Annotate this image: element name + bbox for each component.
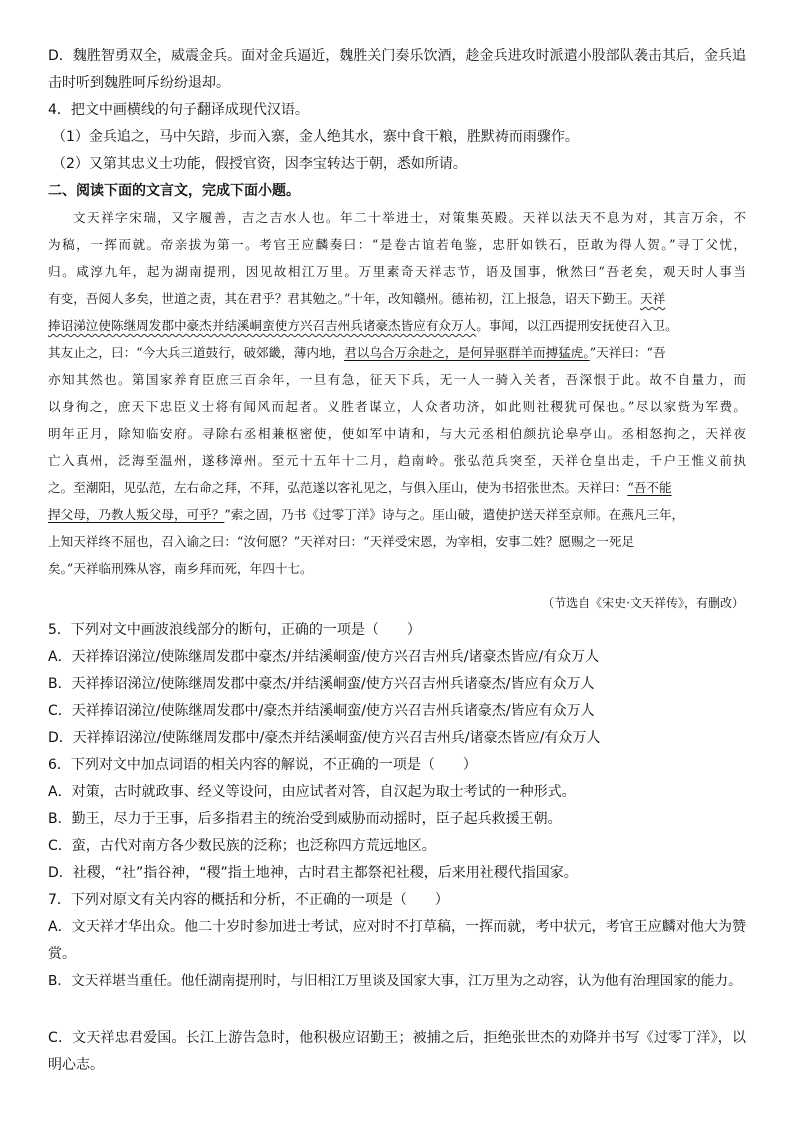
q5-option-c: C．天祥捧诏涕泣/使陈继周发郡中/豪杰并结溪峒蛮/使方兴召吉州兵诸豪杰/皆应有众万人	[48, 703, 595, 719]
q6-option-b: B．勤王，尽力于王事，后多指君主的统治受到威胁而动摇时，臣子起兵救援王朝。	[48, 811, 562, 827]
passage-line: 矣。”天祥临刑殊从容，南乡拜而死，年四十七。	[48, 561, 313, 576]
q7-stem: 7．下列对原文有关内容的概括和分析，不正确的一项是（ ）	[48, 892, 449, 908]
passage-line: 亡入真州，泛海至温州，遂移漳州。至元十五年十二月，趋南岭。张弘范兵突至，天祥仓皇出走，千户王惟义前执	[48, 453, 746, 468]
passage-line: 为稿，一挥而就。帝亲拔为第一。考官王应麟奏曰：“是卷古谊若龟鉴，忠肝如铁石，臣敢为得人贺。”寻丁父忧，	[48, 237, 746, 252]
q6-stem: 6．下列对文中加点词语的相关内容的解说，不正确的一项是（ ）	[48, 757, 477, 773]
q6-option-a: A．对策，古时就政事、经义等设问，由应试者对答，自汉起为取士考试的一种形式。	[48, 784, 576, 800]
source-note: （节选自《宋史·文天祥传》，有删改）	[542, 596, 744, 610]
wavy-underlined-text: 捧诏涕泣使陈继周发郡中豪杰并结溪峒蛮使方兴召吉州兵诸豪杰皆应有众万人	[48, 318, 477, 333]
q6-option-d: D．社稷，“社”指谷神，“稷”指土地神，古时君主都祭祀社稷，后来用社稷代指国家。	[48, 865, 578, 881]
passage-line: 有变，吾阅人多矣，世道之责，其在君乎？君其勉之。”十年，改知赣州。德祐初，江上报急，诏天下勤王。天祥	[48, 291, 666, 306]
passage-line: 捧诏涕泣使陈继周发郡中豪杰并结溪峒蛮使方兴召吉州兵诸豪杰皆应有众万人。事闻，以江西提刑安抚使召入卫。	[48, 318, 678, 333]
underlined-sentence: 捍父母，乃教人叛父母，可乎？	[48, 507, 225, 522]
passage-line: 以身徇之，庶天下忠臣义士将有闻风而起者。义胜者谋立，人众者功济，如此则社稷犹可保也。”尽以家赀为军费。	[48, 399, 746, 414]
underlined-sentence: 君以乌合万余赴之，是何异驱群羊而搏猛虎。	[344, 345, 590, 360]
q7-option-a-line1: A．文天祥才华出众。他二十岁时参加进士考试，应对时不打草稿，一挥而就，考中状元，考官王应麟对他大为赞	[48, 919, 746, 935]
q7-option-a-line2: 赏。	[48, 946, 76, 962]
q5-option-b: B．天祥捧诏涕泣/使陈继周发郡中豪杰/并结溪峒蛮/使方兴召吉州兵诸豪杰/皆应有众万人	[48, 676, 595, 692]
q4-item1: （1）金兵追之，马中矢踣，步而入寨，金人绝其水，寨中食干粮，胜默祷而雨骤作。	[52, 129, 579, 145]
section-2-title: 二、阅读下面的文言文，完成下面小题。	[48, 183, 300, 199]
passage-line: 亦知其然也。第国家养育臣庶三百余年，一旦有急，征天下兵，无一人一骑入关者，吾深恨于此。故不自量力，而	[48, 372, 746, 387]
q4-item2: （2）又第其忠义士功能，假授官资，因李宝转达于朝，悉如所请。	[52, 156, 467, 172]
underlined-sentence: “吾不能	[627, 480, 672, 495]
q3-option-d-line1: D．魏胜智勇双全，威震金兵。面对金兵逼近，魏胜关门奏乐饮酒，趁金兵进攻时派遣小股部队袭击其后，金兵追	[48, 48, 746, 64]
q7-option-c-line2: 明心志。	[48, 1057, 104, 1073]
q5-option-a: A．天祥捧诏涕泣/使陈继周发郡中豪杰/并结溪峒蛮/使方兴召吉州兵/诸豪杰皆应/有众万人	[48, 649, 600, 665]
passage-line: 文天祥字宋瑞，又字履善，吉之吉水人也。年二十举进士，对策集英殿。天祥以法天不息为对，其言万余，不	[73, 210, 746, 225]
passage-line: 之。至潮阳，见弘范，左右命之拜，不拜，弘范遂以客礼见之，与俱入厓山，使为书招张世杰。天祥曰：“吾不能	[48, 480, 672, 495]
passage-line: 其友止之，曰：“今大兵三道鼓行，破郊畿，薄内地，君以乌合万余赴之，是何异驱群羊而搏猛虎。”天祥曰：“吾	[48, 345, 666, 360]
wavy-underlined-text: 天祥	[640, 291, 666, 306]
q5-stem: 5．下列对文中画波浪线部分的断句，正确的一项是（ ）	[48, 622, 421, 638]
q4-stem: 4．把文中画横线的句子翻译成现代汉语。	[48, 102, 309, 118]
passage-line: 归。咸淳九年，起为湖南提刑，因见故相江万里。万里素奇天祥志节，语及国事，愀然曰“吾老矣，观天时人事当	[48, 264, 746, 279]
q7-option-b: B．文天祥堪当重任。他任湖南提刑时，与旧相江万里谈及国家大事，江万里为之动容，认为他有治理国家的能力。	[48, 973, 742, 989]
passage-line: 上知天祥终不屈也，召入谕之曰：“汝何愿？”天祥对曰：“天祥受宋恩，为宰相，安事二姓？愿赐之一死足	[48, 534, 635, 549]
q7-option-c-line1: C．文天祥忠君爱国。长江上游告急时，他积极应诏勤王；被捕之后，拒绝张世杰的劝降并书写《过零丁洋》，以	[48, 1030, 746, 1046]
passage-line: 明年正月，除知临安府。寻除右丞相兼枢密使，使如军中请和，与大元丞相伯颜抗论皋亭山。丞相怒拘之，天祥夜	[48, 426, 746, 441]
q5-option-d: D．天祥捧诏涕泣/使陈继周发郡中/豪杰并结溪峒蛮/使方兴召吉州兵/诸豪杰皆应/有众万人	[48, 730, 601, 746]
q3-option-d-line2: 击时听到魏胜呵斥纷纷退却。	[48, 75, 230, 91]
q6-option-c: C．蛮，古代对南方各少数民族的泛称；也泛称四方荒远地区。	[48, 838, 436, 854]
passage-line: 捍父母，乃教人叛父母，可乎？”索之固，乃书《过零丁洋》诗与之。厓山破，遣使护送天祥至京师。在燕凡三年，	[48, 507, 685, 522]
